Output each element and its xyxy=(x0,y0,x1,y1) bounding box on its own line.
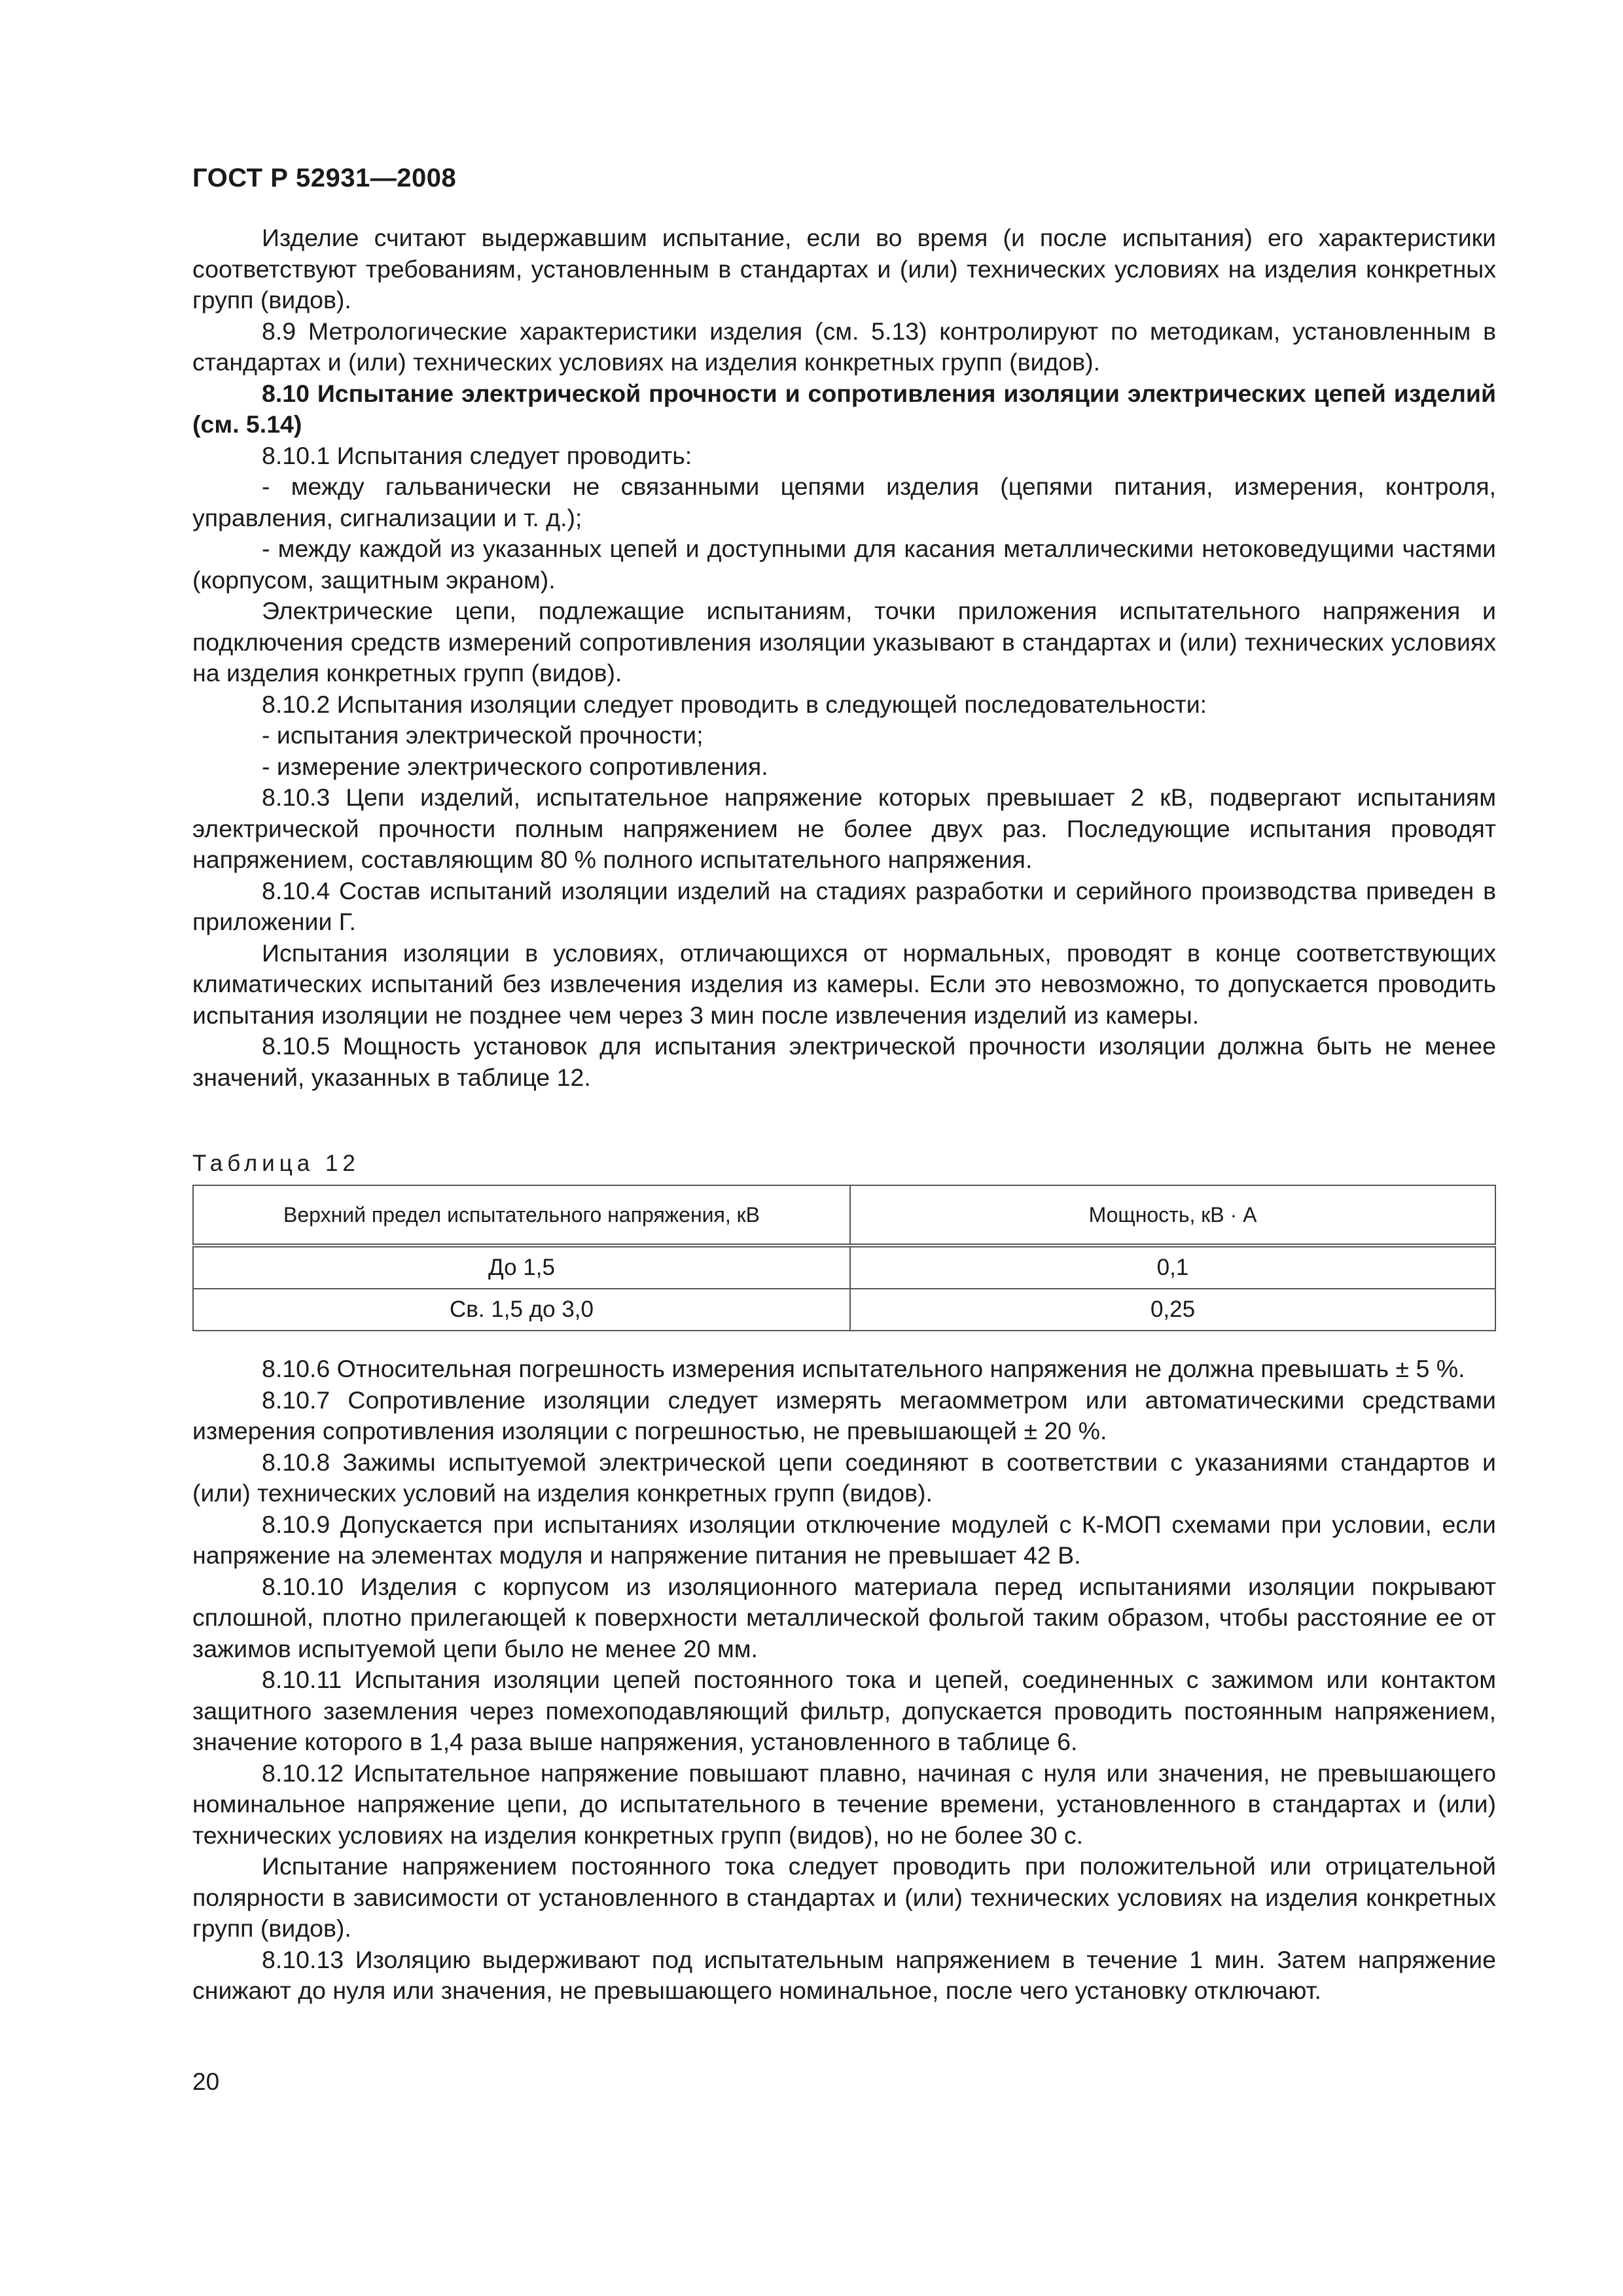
table-row xyxy=(193,1289,1495,1331)
table-caption: Таблица 12 xyxy=(192,1151,360,1176)
body-bottom xyxy=(192,1354,1496,2007)
paragraph-8-10-6: 8.10.6 Относительная погрешность измерения испытательного напряжения не должна превышать ± 5 %. xyxy=(262,1355,1465,1382)
list-item: - измерение электрического сопротивления. xyxy=(262,752,768,780)
paragraph-climatic: Испытания изоляции в условиях, отличающихся от нормальных, проводят в конце соответствующих климатических испытаний без извлечения изделия из камеры. Если это невозможно, то допускается проводить испытания изоляции не позднее чем через 3 мин после извлечения изделий из камеры. xyxy=(192,939,1496,1029)
page-number: 20 xyxy=(192,2068,220,2095)
table-row xyxy=(193,1246,1495,1289)
paragraph-8-10-1: 8.10.1 Испытания следует проводить: xyxy=(262,441,692,469)
table-cell: Св. 1,5 до 3,0 xyxy=(193,1289,850,1331)
paragraph-8-9: 8.9 Метрологические характеристики изделия (см. 5.13) контролируют по методикам, установленным в стандартах и (или) технических условиях на изделия конкретных групп (видов). xyxy=(192,317,1496,376)
list-item: - испытания электрической прочности; xyxy=(262,721,704,749)
table-cell: 0,25 xyxy=(850,1289,1495,1331)
paragraph-8-10-5: 8.10.5 Мощность установок для испытания электрической прочности изоляции должна быть не менее значений, указанных в таблице 12. xyxy=(192,1032,1496,1091)
column-header: Мощность, кВ · А xyxy=(850,1185,1495,1246)
paragraph-8-10-7: 8.10.7 Сопротивление изоляции следует измерять мегаомметром или автоматическими средствами измерения сопротивления изоляции с погрешностью, не превышающей ± 20 %. xyxy=(192,1386,1496,1444)
column-header: Верхний предел испытательного напряжения, кВ xyxy=(193,1185,850,1246)
document-header: ГОСТ Р 52931—2008 xyxy=(192,164,457,192)
table-cell: 0,1 xyxy=(850,1246,1495,1289)
section-heading-8-10: 8.10 Испытание электрической прочности и сопротивления изоляции электрических цепей изделий (см. 5.14) xyxy=(192,379,1496,438)
list-item: - между гальванически не связанными цепями изделия (цепями питания, измерения, контроля, управления, сигнализации и т. д.); xyxy=(192,473,1496,531)
data-table xyxy=(192,1185,1496,1331)
list-item: - между каждой из указанных цепей и доступными для касания металлическими нетоковедущими частями (корпусом, защитным экраном). xyxy=(192,535,1496,594)
table-header-row xyxy=(193,1185,1495,1246)
body-top xyxy=(192,223,1496,1093)
paragraph-8-10-2: 8.10.2 Испытания изоляции следует проводить в следующей последовательности: xyxy=(262,690,1207,718)
table-cell: До 1,5 xyxy=(193,1246,850,1289)
paragraph-8-10-3: 8.10.3 Цепи изделий, испытательное напряжение которых превышает 2 кВ, подвергают испытаниям электрической прочности полным напряжением не более двух раз. Последующие испытания проводят напряжением, составляющим 80 % полного испытательного напряжения. xyxy=(192,783,1496,873)
paragraph-8-10-9: 8.10.9 Допускается при испытаниях изоляции отключение модулей с К-МОП схемами при условии, если напряжение на элементах модуля и напряжение питания не превышает 42 В. xyxy=(192,1510,1496,1569)
paragraph-circuits: Электрические цепи, подлежащие испытаниям, точки приложения испытательного напряжения и подключения средств измерений сопротивления изоляции указывают в стандартах и (или) технических условиях на изделия конкретных групп (видов). xyxy=(192,597,1496,687)
paragraph-8-10-12: 8.10.12 Испытательное напряжение повышают плавно, начиная с нуля или значения, не превышающего номинальное напряжение цепи, до испытательного в течение времени, установленного в стандартах и (или) технических условиях на изделия конкретных групп (видов), но не более 30 с. xyxy=(192,1759,1496,1849)
paragraph-dc-test: Испытание напряжением постоянного тока следует проводить при положительной или отрицательной полярности в зависимости от установленного в стандартах и (или) технических условиях на изделия конкретных групп (видов). xyxy=(192,1852,1496,1942)
paragraph-8-10-4: 8.10.4 Состав испытаний изоляции изделий на стадиях разработки и серийного производства приведен в приложении Г. xyxy=(192,876,1496,935)
paragraph-8-10-11: 8.10.11 Испытания изоляции цепей постоянного тока и цепей, соединенных с зажимом или контактом защитного заземления через помехоподавляющий фильтр, допускается проводить постоянным напряжением, значение которого в 1,4 раза выше напряжения, установленного в таблице 6. xyxy=(192,1666,1496,1755)
paragraph-8-10-8: 8.10.8 Зажимы испытуемой электрической цепи соединяют в соответствии с указаниями стандартов и (или) технических условий на изделия конкретных групп (видов). xyxy=(192,1448,1496,1507)
paragraph-8-10-10: 8.10.10 Изделия с корпусом из изоляционного материала перед испытаниями изоляции покрывают сплошной, плотно прилегающей к поверхности металлической фольгой таким образом, чтобы расстояние ее от зажимов испытуемой цепи было не менее 20 мм. xyxy=(192,1572,1496,1662)
paragraph-test-passed: Изделие считают выдержавшим испытание, если во время (и после испытания) его характеристики соответствуют требованиям, установленным в стандартах и (или) технических условиях на изделия конкретных групп (видов). xyxy=(192,224,1496,314)
paragraph-8-10-13: 8.10.13 Изоляцию выдерживают под испытательным напряжением в течение 1 мин. Затем напряжение снижают до нуля или значения, не превышающего номинальное, после чего установку отключают. xyxy=(192,1945,1496,2004)
